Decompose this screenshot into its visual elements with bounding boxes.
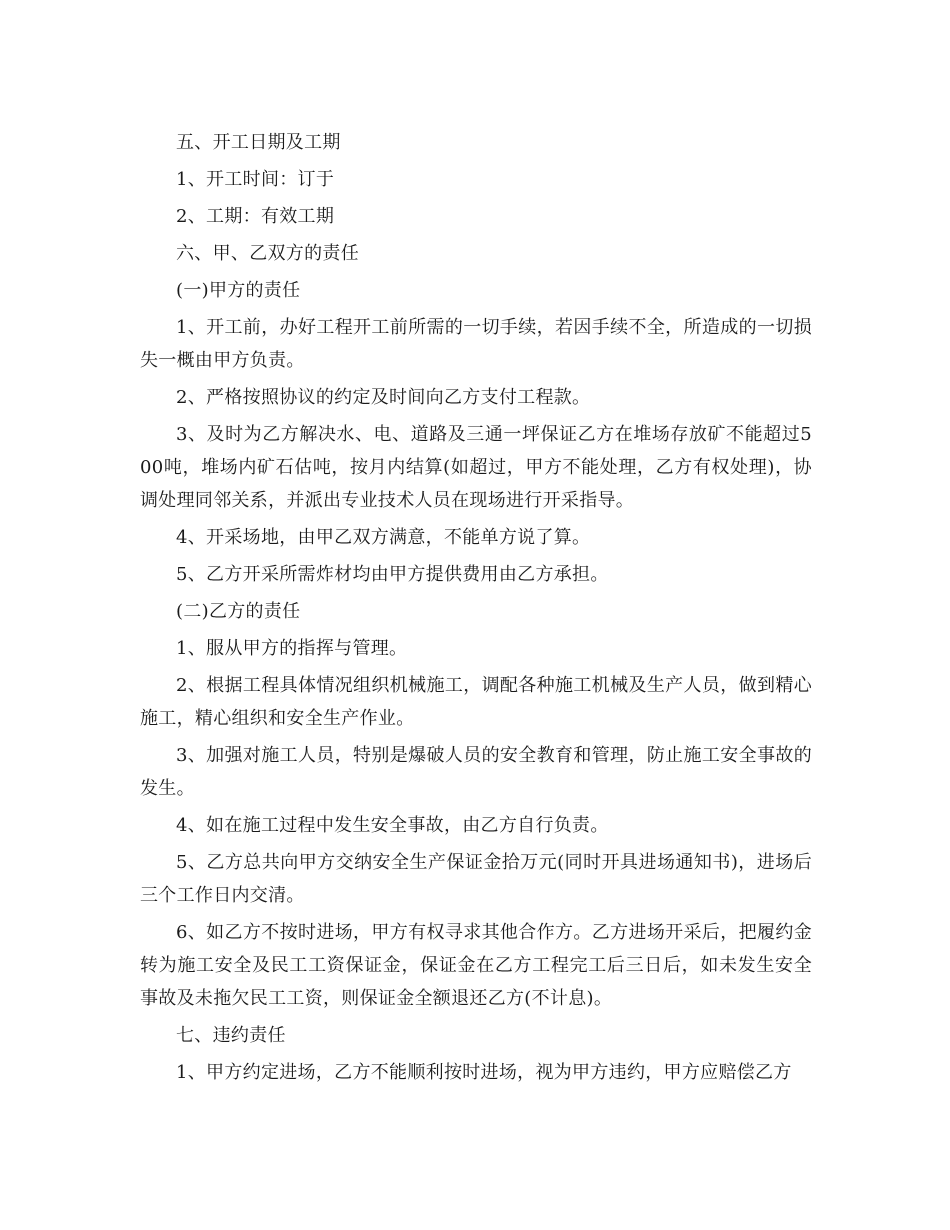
paragraph-a-5: 5、乙方开采所需炸材均由甲方提供费用由乙方承担。 <box>176 564 609 585</box>
paragraph-a-1: 1、开工前，办好工程开工前所需的一切手续，若因手续不全，所造成的一切损失一概由甲方负责。 <box>140 317 812 371</box>
subheading-party-b: (二)乙方的责任 <box>176 601 301 622</box>
paragraph-b-1: 1、服从甲方的指挥与管理。 <box>176 638 408 659</box>
paragraph-b-4: 4、如在施工过程中发生安全事故，由乙方自行负责。 <box>176 815 609 836</box>
section-heading-breach: 七、违约责任 <box>176 1025 286 1046</box>
section-heading-responsibilities: 六、甲、乙双方的责任 <box>176 243 359 264</box>
paragraph-b-3: 3、加强对施工人员，特别是爆破人员的安全教育和管理，防止施工安全事故的发生。 <box>140 745 812 799</box>
paragraph-start-time: 1、开工时间：订于 <box>176 169 335 190</box>
paragraph-b-5: 5、乙方总共向甲方交纳安全生产保证金拾万元(同时开具进场通知书)，进场后三个工作日内交清。 <box>140 852 812 906</box>
section-heading-start-date: 五、开工日期及工期 <box>176 132 341 153</box>
paragraph-duration: 2、工期：有效工期 <box>176 206 335 227</box>
document-body <box>140 126 812 1093</box>
paragraph-breach-1: 1、甲方约定进场，乙方不能顺利按时进场，视为甲方违约，甲方应赔偿乙方 <box>176 1062 792 1083</box>
paragraph-a-3: 3、及时为乙方解决水、电、道路及三通一坪保证乙方在堆场存放矿不能超过500吨，堆场内矿石估吨，按月内结算(如超过，甲方不能处理，乙方有权处理)，协调处理同邻关系，并派出专业技术人员在现场进行开采指导。 <box>140 424 812 511</box>
paragraph-b-2: 2、根据工程具体情况组织机械施工，调配各种施工机械及生产人员，做到精心施工，精心组织和安全生产作业。 <box>140 675 812 729</box>
paragraph-a-4: 4、开采场地，由甲乙双方满意，不能单方说了算。 <box>176 527 591 548</box>
subheading-party-a: (一)甲方的责任 <box>176 280 301 301</box>
paragraph-b-6: 6、如乙方不按时进场，甲方有权寻求其他合作方。乙方进场开采后，把履约金转为施工安全及民工工资保证金，保证金在乙方工程完工后三日后，如未发生安全事故及未拖欠民工工资，则保证金全额退还乙方(不计息)。 <box>140 922 812 1009</box>
paragraph-a-2: 2、严格按照协议的约定及时间向乙方支付工程款。 <box>176 387 591 408</box>
